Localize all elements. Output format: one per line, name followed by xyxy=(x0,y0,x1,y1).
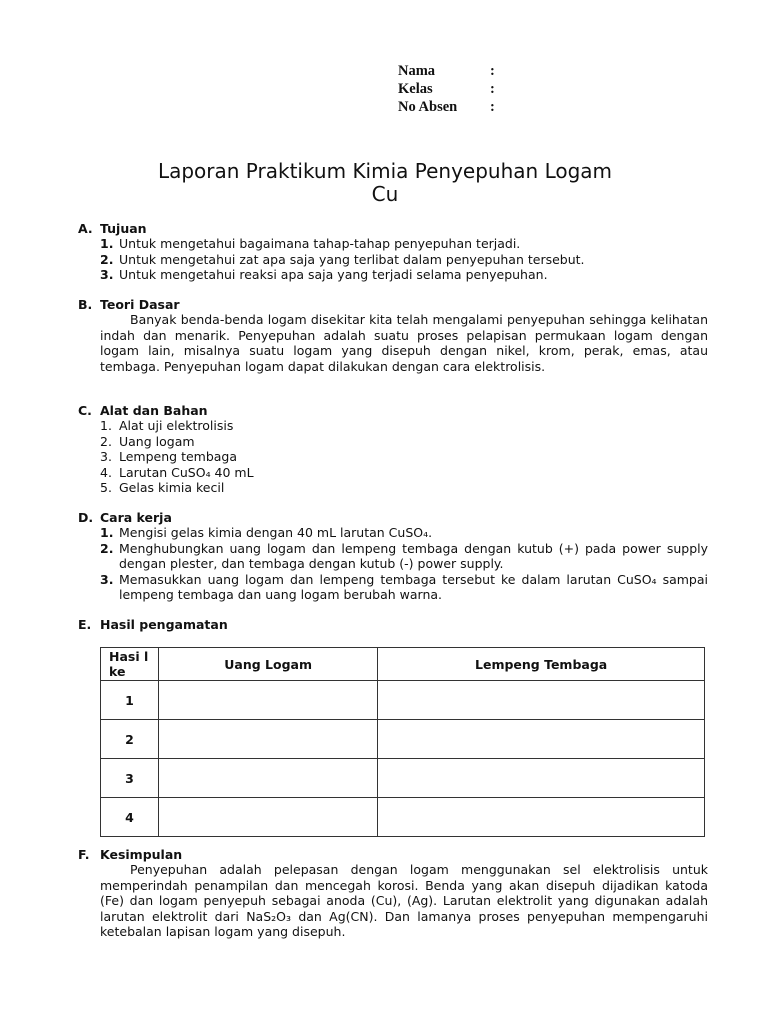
section-heading xyxy=(78,617,708,632)
row-number: 4 xyxy=(101,798,159,837)
identity-label: No Absen xyxy=(398,99,458,115)
section-title: Kesimpulan xyxy=(100,847,183,862)
section-tujuan xyxy=(78,221,708,283)
identity-row-nama xyxy=(398,62,500,80)
list-text: Larutan CuSO₄ 40 mL xyxy=(119,464,254,480)
list-text: Untuk mengetahui bagaimana tahap-tahap penyepuhan terjadi. xyxy=(119,236,521,251)
list-number: 3. xyxy=(100,449,112,464)
identity-colon: : xyxy=(490,63,495,79)
section-letter: D. xyxy=(78,510,94,525)
list-text: Untuk mengetahui reaksi apa saja yang terjadi selama penyepuhan. xyxy=(119,267,548,282)
list-number: 2. xyxy=(100,433,112,449)
teori-paragraph: Banyak benda-benda logam disekitar kita telah mengalami penyepuhan sehingga kelihatan indah dan menarik. Penyepuhan adalah suatu proses pelapisan permukaan logam dengan logam lain, misalnya suatu logam yang disepuh dengan nikel, krom, perak, emas, atau tembaga. Penyepuhan logam dapat dilakukan dengan cara elektrolisis. xyxy=(100,312,708,374)
section-title: Alat dan Bahan xyxy=(100,403,208,418)
list-item xyxy=(78,252,708,268)
section-letter: B. xyxy=(78,297,93,312)
list-item xyxy=(78,541,708,572)
list-text: Uang logam xyxy=(119,433,195,449)
table-header-row xyxy=(101,648,705,681)
cell-lempeng-tembaga xyxy=(378,720,705,759)
list-item xyxy=(78,525,708,541)
section-letter: A. xyxy=(78,221,93,236)
list-text: Untuk mengetahui zat apa saja yang terlibat dalam penyepuhan tersebut. xyxy=(119,251,585,267)
list-number: 3. xyxy=(100,571,114,587)
list-item xyxy=(78,418,708,434)
cell-lempeng-tembaga xyxy=(378,798,705,837)
section-cara-kerja xyxy=(78,510,708,603)
list-number: 1. xyxy=(100,236,114,251)
section-title: Teori Dasar xyxy=(100,297,180,312)
identity-row-kelas xyxy=(398,80,500,98)
section-heading xyxy=(78,297,708,312)
section-kesimpulan xyxy=(78,847,708,940)
list-number: 1. xyxy=(100,418,112,433)
list-number: 4. xyxy=(100,464,112,480)
identity-colon: : xyxy=(490,81,495,97)
identity-label: Nama xyxy=(398,63,436,79)
list-item xyxy=(78,434,708,450)
table-row xyxy=(101,720,705,759)
list-number: 5. xyxy=(100,480,112,495)
student-identity xyxy=(398,62,500,116)
list-text: Menghubungkan uang logam dan lempeng tembaga dengan kutub (+) pada power supply dengan plester, dan tembaga dengan kutub (-) power supply. xyxy=(119,540,708,571)
cell-lempeng-tembaga xyxy=(378,759,705,798)
tujuan-list xyxy=(78,236,708,283)
title-line-2: Cu xyxy=(371,182,399,206)
table-row xyxy=(101,798,705,837)
cell-lempeng-tembaga xyxy=(378,681,705,720)
list-item xyxy=(78,572,708,603)
section-title: Hasil pengamatan xyxy=(100,617,228,632)
cell-uang-logam xyxy=(159,759,378,798)
section-heading xyxy=(78,847,708,862)
row-number: 1 xyxy=(101,681,159,720)
table-row xyxy=(101,681,705,720)
section-letter: C. xyxy=(78,403,92,418)
section-heading xyxy=(78,510,708,525)
identity-colon: : xyxy=(490,99,495,115)
alat-bahan-list xyxy=(78,418,708,496)
identity-label: Kelas xyxy=(398,81,433,97)
list-text: Lempeng tembaga xyxy=(119,449,238,464)
cell-uang-logam xyxy=(159,720,378,759)
list-number: 3. xyxy=(100,267,114,282)
cell-uang-logam xyxy=(159,681,378,720)
section-teori-dasar xyxy=(78,297,708,374)
row-number: 2 xyxy=(101,720,159,759)
document-title xyxy=(60,160,710,206)
list-item xyxy=(78,267,708,283)
identity-row-no-absen xyxy=(398,98,500,116)
row-number: 3 xyxy=(101,759,159,798)
section-letter: F. xyxy=(78,847,90,862)
cell-uang-logam xyxy=(159,798,378,837)
list-text: Gelas kimia kecil xyxy=(119,480,225,495)
header-hasil-ke: Hasi l ke xyxy=(101,648,159,681)
list-number: 2. xyxy=(100,251,114,267)
list-item xyxy=(78,465,708,481)
list-text: Alat uji elektrolisis xyxy=(119,418,234,433)
section-hasil-pengamatan xyxy=(78,617,708,632)
header-lempeng-tembaga: Lempeng Tembaga xyxy=(378,648,705,681)
section-letter: E. xyxy=(78,617,92,632)
list-number: 1. xyxy=(100,525,114,540)
list-text: Memasukkan uang logam dan lempeng tembaga tersebut ke dalam larutan CuSO₄ sampai lempeng tembaga dan uang logam berubah warna. xyxy=(119,571,708,602)
list-text: Mengisi gelas kimia dengan 40 mL larutan CuSO₄. xyxy=(119,525,433,540)
observation-table xyxy=(100,647,705,837)
header-uang-logam: Uang Logam xyxy=(159,648,378,681)
kesimpulan-paragraph: Penyepuhan adalah pelepasan dengan logam menggunakan sel elektrolisis untuk memperindah penampilan dan mencegah korosi. Benda yang akan disepuh dijadikan katoda (Fe) dan logam penyepuh sebagai anoda (Cu), (Ag). Larutan elektrolit yang digunakan adalah larutan elektrolit dari NaS₂O₃ dan Ag(CN). Dan lamanya proses penyepuhan mempengaruhi ketebalan lapisan logam yang disepuh. xyxy=(100,862,708,939)
list-item xyxy=(78,449,708,465)
list-number: 2. xyxy=(100,540,114,556)
section-heading xyxy=(78,403,708,418)
section-title: Tujuan xyxy=(100,221,147,236)
title-line-1: Laporan Praktikum Kimia Penyepuhan Logam xyxy=(157,159,613,183)
cara-kerja-list xyxy=(78,525,708,603)
section-alat-bahan xyxy=(78,403,708,496)
section-heading xyxy=(78,221,708,236)
table-row xyxy=(101,759,705,798)
list-item xyxy=(78,480,708,496)
list-item xyxy=(78,236,708,252)
section-title: Cara kerja xyxy=(100,510,172,525)
